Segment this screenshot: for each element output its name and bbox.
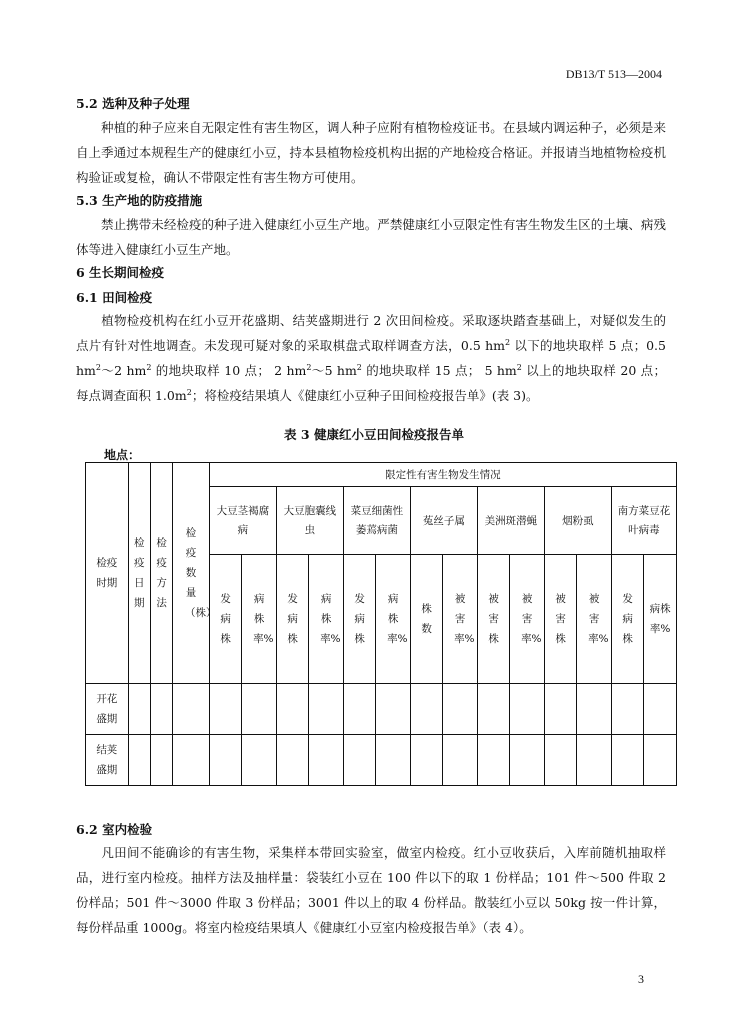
- sub-header: 发病株: [276, 555, 308, 684]
- section-6-1-paragraph: [76, 308, 666, 408]
- superscript-2: 2: [95, 362, 101, 372]
- section-6-1-text-c: ～2 hm: [101, 363, 147, 378]
- pest-group-header: 限定性有害生物发生情况: [209, 463, 676, 487]
- pest-header: 菜豆细菌性萎蔫病菌: [343, 487, 410, 555]
- section-6-2-heading: 6.2 室内检验: [76, 822, 153, 837]
- field-inspection-report-table: [85, 462, 677, 786]
- superscript-2: 2: [306, 362, 312, 372]
- document-code: DB13/T 513—2004: [565, 67, 662, 81]
- page-number: 3: [638, 972, 644, 986]
- sub-header: 发病株: [209, 555, 241, 684]
- period-cell: 结荚盛期: [86, 735, 129, 786]
- section-6-1-text-a: 植物检疫机构在红小豆开花盛期、结荚盛期进行 2 次田间检疫。采取逐块踏查基础上，对疑似发生的点片有针对性地调查。未发现可疑对象的采取棋盘式取样调查方法，0.5 hm: [76, 313, 666, 353]
- sub-header: 病株率%: [376, 555, 411, 684]
- section-6-2-paragraph: [76, 840, 666, 940]
- pest-header: 大豆胞囊线虫: [276, 487, 343, 555]
- section-6-1-text-h: ；将检疫结果填人《健康红小豆种子田间检疫报告单》(表 3)。: [191, 388, 539, 403]
- section-6-2-text: 凡田间不能确诊的有害生物，采集样本带回实验室，做室内检疫。红小豆收获后，入库前随机抽取样品，进行室内检疫。抽样方法及抽样量：袋装红小豆在 100 件以下的取 1 份样品；101 件～500 件取 2 份样品；501 件～3000 件取 3 份样品；3001 件以上的取 4 份样品。散装红小豆以 50kg 按一件计算，每份样品重 1000g。将室内检疫结果填人《健康红小豆室内检疫报告单》（表 4）。: [76, 845, 666, 935]
- period-column-header: 检疫时期: [86, 463, 129, 684]
- section-6-1-heading: 6.1 田间检疫: [76, 290, 153, 305]
- sub-header: 被害株: [544, 555, 576, 684]
- section-5-2-paragraph: [76, 115, 666, 190]
- section-5-2-text: 种植的种子应来自无限定性有害生物区，调人种子应附有植物检疫证书。在县域内调运种子，必须是来自上季通过本规程生产的健康红小豆，持本县植物检疫机构出据的产地检疫合格证。并报请当地植物检疫机构验证或复检，确认不带限定性有害生物方可使用。: [76, 120, 666, 185]
- pest-header: 南方菜豆花叶病毒: [611, 487, 676, 555]
- section-5-3-heading: 5.3 生产地的防疫措施: [76, 193, 203, 208]
- superscript-2: 2: [186, 387, 192, 397]
- section-5-2-heading: 5.2 选种及种子处理: [76, 96, 190, 111]
- period-cell: 开花盛期: [86, 684, 129, 735]
- sub-header: 被害株: [477, 555, 509, 684]
- sub-header: 被害率%: [577, 555, 612, 684]
- sub-header: 病株率%: [644, 555, 677, 684]
- section-5-3-text: 禁止携带未经检疫的种子进入健康红小豆生产地。严禁健康红小豆限定性有害生物发生区的土壤、病残体等进入健康红小豆生产地。: [76, 217, 666, 257]
- superscript-2: 2: [356, 362, 362, 372]
- table-3-caption: 表 3 健康红小豆田间检疫报告单: [284, 427, 464, 442]
- section-6-1-text-b: 以下的地块取样 5 点；0.5 hm: [76, 338, 666, 378]
- superscript-2: 2: [516, 362, 522, 372]
- sub-header: 发病株: [343, 555, 375, 684]
- location-label: 地点：: [104, 448, 141, 462]
- table-row: [86, 735, 677, 786]
- section-6-1-text-g: 以上的地块取样 20 点； 每点调查面积 1.0m: [76, 363, 666, 403]
- section-6-1-text-e: ～5 hm: [311, 363, 357, 378]
- pest-header: 菟丝子属: [410, 487, 477, 555]
- section-6-1-text-f: 的地块取样 15 点； 5 hm: [361, 363, 517, 378]
- sub-header: 被害率%: [443, 555, 478, 684]
- section-6-1-text-d: 的地块取样 10 点； 2 hm: [151, 363, 307, 378]
- sub-header: 株数: [410, 555, 442, 684]
- superscript-2: 2: [146, 362, 152, 372]
- section-5-3-paragraph: [76, 212, 666, 262]
- date-column-header: 检疫日期: [128, 463, 150, 684]
- section-6-heading: 6 生长期间检疫: [76, 265, 165, 280]
- sub-header: 发病株: [611, 555, 643, 684]
- superscript-2: 2: [505, 337, 511, 347]
- quantity-column-header: 检疫数量（株）: [173, 463, 210, 684]
- sub-header: 病株率%: [309, 555, 344, 684]
- pest-header: 烟粉虱: [544, 487, 611, 555]
- pest-header: 大豆茎褐腐病: [209, 487, 276, 555]
- sub-header: 病株率%: [242, 555, 277, 684]
- method-column-header: 检疫方法: [150, 463, 172, 684]
- sub-header: 被害率%: [510, 555, 545, 684]
- table-row: [86, 684, 677, 735]
- pest-header: 美洲斑潜蝇: [477, 487, 544, 555]
